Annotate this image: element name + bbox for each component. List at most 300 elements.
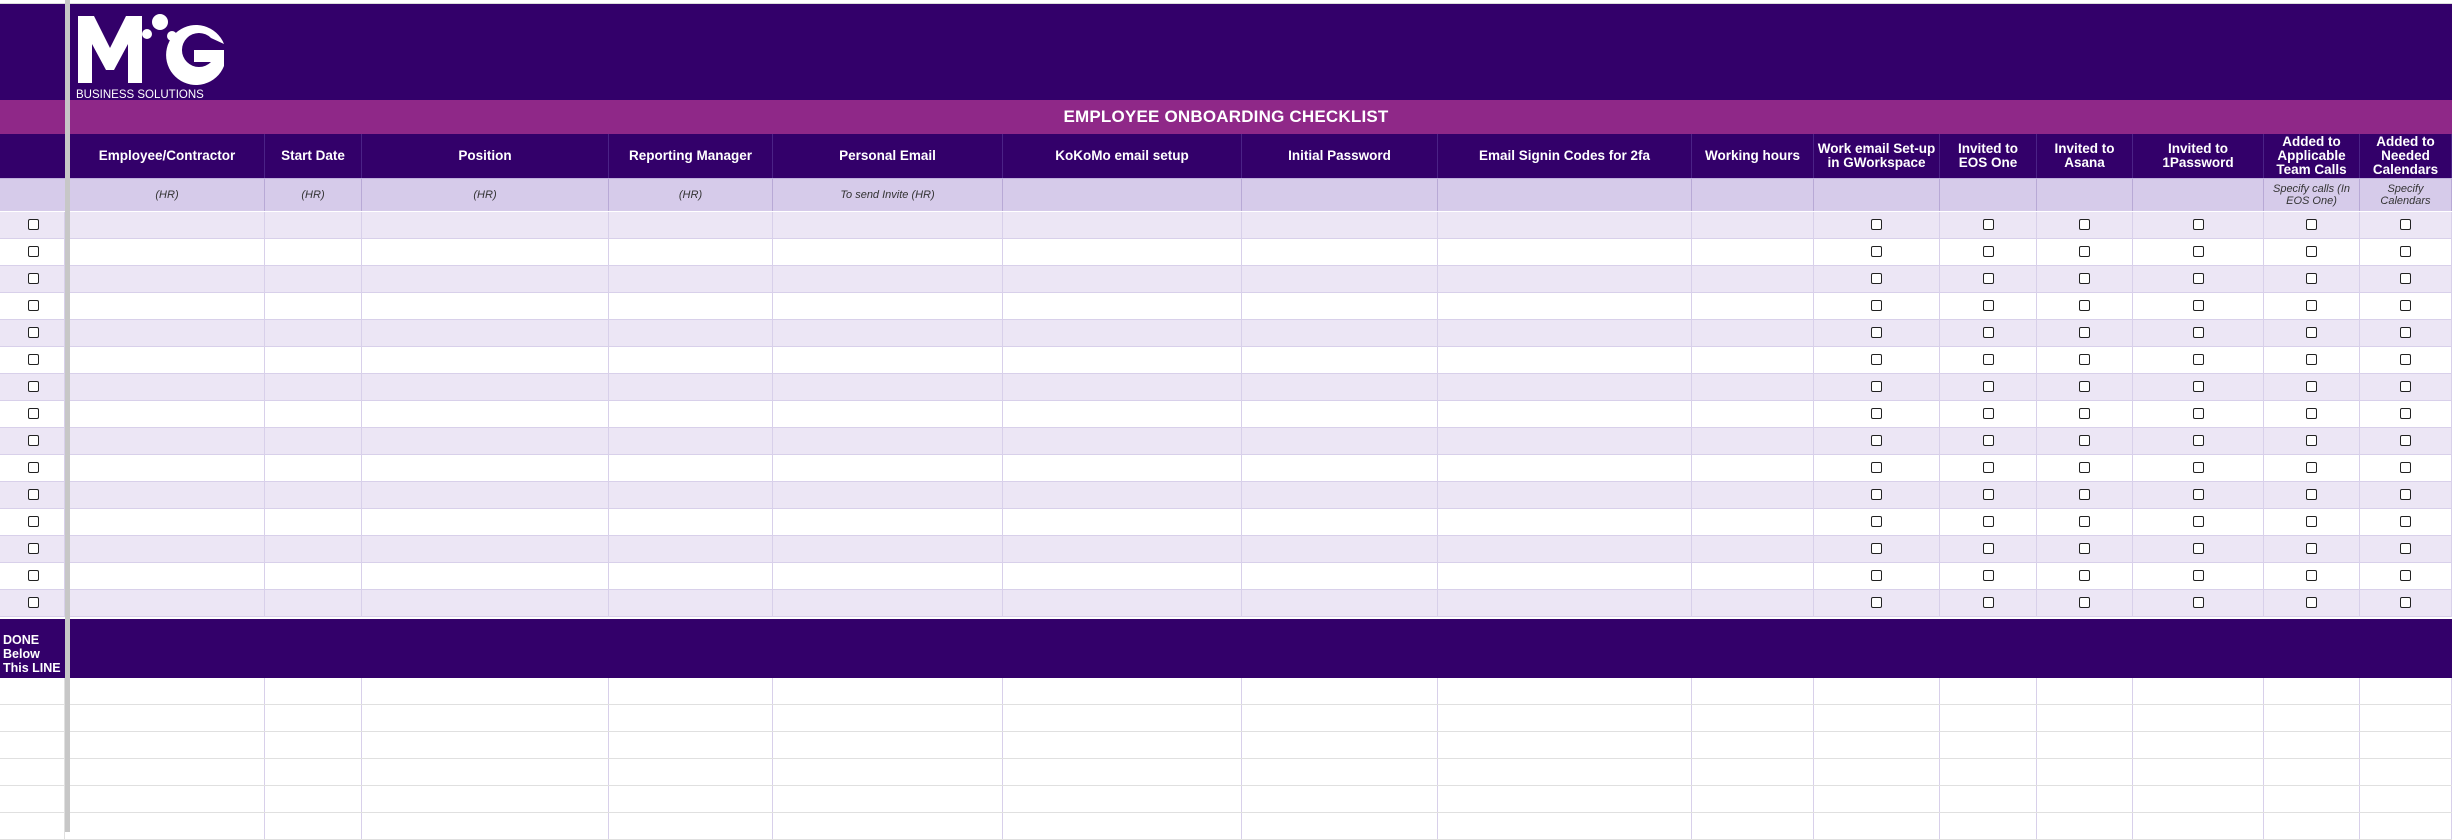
table-cell[interactable] [609,455,773,481]
table-cell[interactable] [70,705,265,731]
table-cell[interactable] [773,563,1003,589]
table-cell[interactable] [1242,786,1438,812]
task-checkbox[interactable] [2193,408,2204,419]
table-cell[interactable] [2360,705,2452,731]
row-checkbox[interactable] [28,273,39,284]
table-cell[interactable] [609,509,773,535]
table-cell[interactable] [773,678,1003,704]
table-cell[interactable] [1438,563,1692,589]
task-checkbox[interactable] [2079,435,2090,446]
task-checkbox[interactable] [1871,219,1882,230]
task-checkbox[interactable] [1983,300,1994,311]
table-cell[interactable] [70,401,265,427]
table-cell[interactable] [1692,374,1814,400]
table-cell[interactable] [773,536,1003,562]
table-cell[interactable] [1003,347,1242,373]
task-checkbox[interactable] [1983,597,1994,608]
task-checkbox[interactable] [2079,462,2090,473]
table-cell[interactable] [2264,705,2360,731]
table-cell[interactable] [2037,705,2133,731]
table-cell[interactable] [1692,813,1814,839]
table-cell[interactable] [609,536,773,562]
table-cell[interactable] [1438,759,1692,785]
table-cell[interactable] [1242,293,1438,319]
table-cell[interactable] [773,590,1003,616]
table-cell[interactable] [1692,401,1814,427]
table-cell[interactable] [265,509,362,535]
table-cell[interactable] [773,705,1003,731]
task-checkbox[interactable] [1871,570,1882,581]
row-checkbox[interactable] [28,219,39,230]
table-cell[interactable] [1003,590,1242,616]
table-cell[interactable] [2037,813,2133,839]
task-checkbox[interactable] [2193,273,2204,284]
table-cell[interactable] [1242,374,1438,400]
table-cell[interactable] [773,266,1003,292]
task-checkbox[interactable] [1983,516,1994,527]
table-cell[interactable] [70,563,265,589]
table-cell[interactable] [265,455,362,481]
table-cell[interactable] [609,401,773,427]
table-cell[interactable] [773,509,1003,535]
table-cell[interactable] [609,813,773,839]
table-cell[interactable] [1438,678,1692,704]
table-cell[interactable] [362,813,609,839]
row-checkbox[interactable] [28,246,39,257]
table-cell[interactable] [609,239,773,265]
table-cell[interactable] [70,590,265,616]
task-checkbox[interactable] [1983,435,1994,446]
task-checkbox[interactable] [1983,381,1994,392]
task-checkbox[interactable] [2306,327,2317,338]
table-cell[interactable] [1438,509,1692,535]
table-cell[interactable] [362,266,609,292]
task-checkbox[interactable] [2193,489,2204,500]
task-checkbox[interactable] [2306,597,2317,608]
row-checkbox[interactable] [28,516,39,527]
table-cell[interactable] [1003,266,1242,292]
table-cell[interactable] [265,401,362,427]
table-cell[interactable] [265,212,362,238]
table-cell[interactable] [1814,678,1940,704]
table-cell[interactable] [1003,428,1242,454]
table-cell[interactable] [1940,732,2037,758]
task-checkbox[interactable] [1983,327,1994,338]
table-cell[interactable] [1438,374,1692,400]
table-cell[interactable] [1692,678,1814,704]
task-checkbox[interactable] [2400,462,2411,473]
task-checkbox[interactable] [1871,435,1882,446]
table-cell[interactable] [70,212,265,238]
table-cell[interactable] [362,428,609,454]
task-checkbox[interactable] [2079,354,2090,365]
table-cell[interactable] [1003,678,1242,704]
task-checkbox[interactable] [2400,435,2411,446]
table-cell[interactable] [1242,563,1438,589]
table-cell[interactable] [265,732,362,758]
task-checkbox[interactable] [2193,597,2204,608]
task-checkbox[interactable] [1871,273,1882,284]
table-cell[interactable] [773,374,1003,400]
table-cell[interactable] [1242,732,1438,758]
task-checkbox[interactable] [2193,381,2204,392]
task-checkbox[interactable] [2193,300,2204,311]
row-checkbox[interactable] [28,462,39,473]
table-cell[interactable] [609,786,773,812]
row-select-cell[interactable] [0,678,65,704]
table-cell[interactable] [773,428,1003,454]
table-cell[interactable] [2133,813,2264,839]
task-checkbox[interactable] [2193,543,2204,554]
table-cell[interactable] [70,678,265,704]
table-cell[interactable] [1940,759,2037,785]
task-checkbox[interactable] [2400,597,2411,608]
task-checkbox[interactable] [1983,543,1994,554]
table-cell[interactable] [1438,428,1692,454]
table-cell[interactable] [1692,239,1814,265]
task-checkbox[interactable] [2079,273,2090,284]
table-cell[interactable] [265,590,362,616]
row-checkbox[interactable] [28,543,39,554]
row-checkbox[interactable] [28,327,39,338]
table-cell[interactable] [773,813,1003,839]
table-cell[interactable] [70,786,265,812]
task-checkbox[interactable] [2079,408,2090,419]
row-select-cell[interactable] [0,732,65,758]
table-cell[interactable] [1692,293,1814,319]
task-checkbox[interactable] [2306,354,2317,365]
table-cell[interactable] [265,482,362,508]
table-cell[interactable] [1438,455,1692,481]
table-cell[interactable] [1438,401,1692,427]
task-checkbox[interactable] [2400,516,2411,527]
table-cell[interactable] [2360,759,2452,785]
table-cell[interactable] [70,320,265,346]
table-cell[interactable] [2037,786,2133,812]
table-cell[interactable] [1242,482,1438,508]
table-cell[interactable] [1003,509,1242,535]
table-cell[interactable] [1242,509,1438,535]
task-checkbox[interactable] [2400,381,2411,392]
table-cell[interactable] [609,212,773,238]
table-cell[interactable] [1814,786,1940,812]
table-cell[interactable] [1242,455,1438,481]
table-cell[interactable] [2037,678,2133,704]
task-checkbox[interactable] [2193,219,2204,230]
table-cell[interactable] [1242,347,1438,373]
table-cell[interactable] [362,590,609,616]
table-cell[interactable] [1003,563,1242,589]
table-cell[interactable] [773,320,1003,346]
table-cell[interactable] [1003,759,1242,785]
row-select-cell[interactable] [0,813,65,839]
table-cell[interactable] [265,293,362,319]
row-select-cell[interactable] [0,759,65,785]
task-checkbox[interactable] [2079,597,2090,608]
task-checkbox[interactable] [1871,300,1882,311]
table-cell[interactable] [1003,293,1242,319]
table-cell[interactable] [1438,212,1692,238]
task-checkbox[interactable] [2193,570,2204,581]
task-checkbox[interactable] [2400,543,2411,554]
task-checkbox[interactable] [1871,543,1882,554]
row-select-cell[interactable] [0,786,65,812]
task-checkbox[interactable] [1871,597,1882,608]
table-cell[interactable] [1438,786,1692,812]
table-cell[interactable] [1003,212,1242,238]
task-checkbox[interactable] [2400,300,2411,311]
task-checkbox[interactable] [2079,219,2090,230]
table-cell[interactable] [362,705,609,731]
task-checkbox[interactable] [2400,408,2411,419]
table-cell[interactable] [362,212,609,238]
task-checkbox[interactable] [2306,300,2317,311]
table-cell[interactable] [2133,678,2264,704]
table-cell[interactable] [362,509,609,535]
table-cell[interactable] [70,536,265,562]
table-cell[interactable] [362,401,609,427]
task-checkbox[interactable] [2306,462,2317,473]
task-checkbox[interactable] [1983,408,1994,419]
task-checkbox[interactable] [2079,246,2090,257]
table-cell[interactable] [1814,732,1940,758]
table-cell[interactable] [1692,455,1814,481]
table-cell[interactable] [1242,590,1438,616]
task-checkbox[interactable] [2400,354,2411,365]
table-cell[interactable] [609,266,773,292]
row-checkbox[interactable] [28,408,39,419]
table-cell[interactable] [362,482,609,508]
table-cell[interactable] [1242,428,1438,454]
task-checkbox[interactable] [2306,246,2317,257]
table-cell[interactable] [1242,536,1438,562]
table-cell[interactable] [609,320,773,346]
table-cell[interactable] [773,212,1003,238]
table-cell[interactable] [362,293,609,319]
table-cell[interactable] [70,293,265,319]
task-checkbox[interactable] [2306,543,2317,554]
table-cell[interactable] [1003,705,1242,731]
table-cell[interactable] [773,455,1003,481]
table-cell[interactable] [2133,759,2264,785]
task-checkbox[interactable] [1871,462,1882,473]
table-cell[interactable] [609,732,773,758]
table-cell[interactable] [609,705,773,731]
table-cell[interactable] [773,786,1003,812]
table-cell[interactable] [265,563,362,589]
table-cell[interactable] [2133,786,2264,812]
table-cell[interactable] [362,732,609,758]
table-cell[interactable] [1003,786,1242,812]
table-cell[interactable] [2264,759,2360,785]
table-cell[interactable] [1940,813,2037,839]
table-cell[interactable] [1242,678,1438,704]
table-cell[interactable] [1003,813,1242,839]
table-cell[interactable] [1692,705,1814,731]
table-cell[interactable] [2360,678,2452,704]
table-cell[interactable] [362,563,609,589]
table-cell[interactable] [1692,482,1814,508]
table-cell[interactable] [609,374,773,400]
table-cell[interactable] [2037,732,2133,758]
table-cell[interactable] [265,786,362,812]
table-cell[interactable] [1438,732,1692,758]
table-cell[interactable] [70,266,265,292]
table-cell[interactable] [1438,239,1692,265]
task-checkbox[interactable] [1871,408,1882,419]
table-cell[interactable] [265,374,362,400]
table-cell[interactable] [609,428,773,454]
task-checkbox[interactable] [2193,246,2204,257]
table-cell[interactable] [1003,536,1242,562]
table-cell[interactable] [1692,347,1814,373]
table-cell[interactable] [2360,786,2452,812]
table-cell[interactable] [362,455,609,481]
table-cell[interactable] [265,759,362,785]
row-checkbox[interactable] [28,435,39,446]
table-cell[interactable] [70,813,265,839]
table-cell[interactable] [609,759,773,785]
table-cell[interactable] [773,347,1003,373]
table-cell[interactable] [265,266,362,292]
table-cell[interactable] [609,293,773,319]
table-cell[interactable] [362,320,609,346]
task-checkbox[interactable] [2306,273,2317,284]
table-cell[interactable] [265,428,362,454]
table-cell[interactable] [70,374,265,400]
task-checkbox[interactable] [2079,300,2090,311]
row-checkbox[interactable] [28,597,39,608]
task-checkbox[interactable] [2400,489,2411,500]
table-cell[interactable] [265,239,362,265]
task-checkbox[interactable] [2306,489,2317,500]
table-cell[interactable] [1692,590,1814,616]
table-cell[interactable] [773,293,1003,319]
table-cell[interactable] [1438,590,1692,616]
table-cell[interactable] [1692,732,1814,758]
table-cell[interactable] [1940,705,2037,731]
table-cell[interactable] [265,813,362,839]
row-select-cell[interactable] [0,705,65,731]
task-checkbox[interactable] [2400,327,2411,338]
table-cell[interactable] [773,401,1003,427]
task-checkbox[interactable] [1871,327,1882,338]
table-cell[interactable] [1242,705,1438,731]
table-cell[interactable] [70,239,265,265]
task-checkbox[interactable] [2306,408,2317,419]
table-cell[interactable] [265,320,362,346]
table-cell[interactable] [70,455,265,481]
task-checkbox[interactable] [2193,516,2204,527]
table-cell[interactable] [609,563,773,589]
table-cell[interactable] [70,509,265,535]
task-checkbox[interactable] [1983,219,1994,230]
task-checkbox[interactable] [1983,246,1994,257]
table-cell[interactable] [609,347,773,373]
table-cell[interactable] [773,732,1003,758]
table-cell[interactable] [609,678,773,704]
table-cell[interactable] [1940,678,2037,704]
table-cell[interactable] [70,759,265,785]
frozen-column-divider[interactable] [65,0,70,832]
table-cell[interactable] [1814,759,1940,785]
task-checkbox[interactable] [2079,381,2090,392]
table-cell[interactable] [1438,813,1692,839]
table-cell[interactable] [2133,732,2264,758]
table-cell[interactable] [265,705,362,731]
task-checkbox[interactable] [2306,516,2317,527]
table-cell[interactable] [265,678,362,704]
table-cell[interactable] [1814,705,1940,731]
table-cell[interactable] [1692,536,1814,562]
table-cell[interactable] [2264,732,2360,758]
task-checkbox[interactable] [2193,462,2204,473]
table-cell[interactable] [70,482,265,508]
table-cell[interactable] [1438,482,1692,508]
table-cell[interactable] [2264,678,2360,704]
table-cell[interactable] [1438,293,1692,319]
table-cell[interactable] [609,482,773,508]
table-cell[interactable] [1242,401,1438,427]
table-cell[interactable] [362,374,609,400]
table-cell[interactable] [2037,759,2133,785]
task-checkbox[interactable] [1871,489,1882,500]
table-cell[interactable] [265,536,362,562]
table-cell[interactable] [773,759,1003,785]
table-cell[interactable] [1242,759,1438,785]
table-cell[interactable] [1003,239,1242,265]
table-cell[interactable] [1438,266,1692,292]
task-checkbox[interactable] [2193,435,2204,446]
table-cell[interactable] [2360,732,2452,758]
table-cell[interactable] [265,347,362,373]
table-cell[interactable] [70,347,265,373]
table-cell[interactable] [1003,455,1242,481]
table-cell[interactable] [1003,374,1242,400]
table-cell[interactable] [609,590,773,616]
task-checkbox[interactable] [2306,381,2317,392]
table-cell[interactable] [1003,732,1242,758]
task-checkbox[interactable] [2306,435,2317,446]
row-checkbox[interactable] [28,354,39,365]
task-checkbox[interactable] [1983,570,1994,581]
task-checkbox[interactable] [2079,516,2090,527]
table-cell[interactable] [1003,320,1242,346]
task-checkbox[interactable] [2193,354,2204,365]
task-checkbox[interactable] [2079,543,2090,554]
table-cell[interactable] [1242,320,1438,346]
table-cell[interactable] [1242,266,1438,292]
table-cell[interactable] [1692,320,1814,346]
task-checkbox[interactable] [1983,354,1994,365]
table-cell[interactable] [1438,705,1692,731]
task-checkbox[interactable] [1871,246,1882,257]
table-cell[interactable] [1814,813,1940,839]
table-cell[interactable] [1692,212,1814,238]
row-checkbox[interactable] [28,381,39,392]
task-checkbox[interactable] [2400,219,2411,230]
task-checkbox[interactable] [1871,516,1882,527]
table-cell[interactable] [2264,786,2360,812]
task-checkbox[interactable] [1871,381,1882,392]
table-cell[interactable] [1692,509,1814,535]
table-cell[interactable] [773,239,1003,265]
table-cell[interactable] [362,347,609,373]
task-checkbox[interactable] [1871,354,1882,365]
table-cell[interactable] [1940,786,2037,812]
table-cell[interactable] [362,239,609,265]
row-checkbox[interactable] [28,570,39,581]
